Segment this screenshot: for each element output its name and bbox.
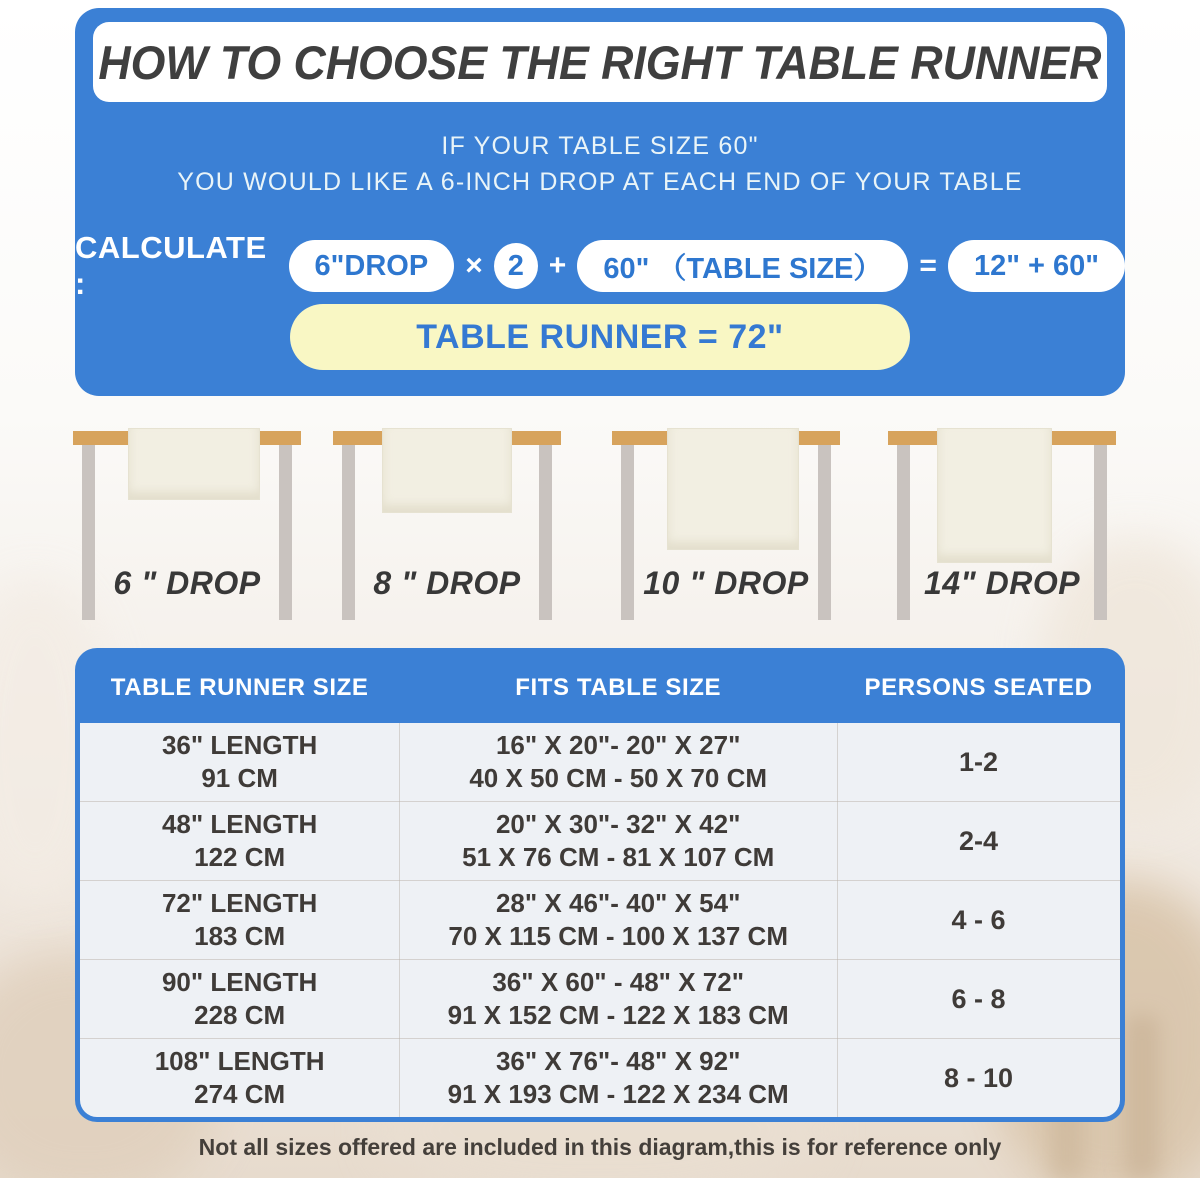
column-header-runner-size: TABLE RUNNER SIZE bbox=[110, 674, 369, 701]
persons-seated: 2-4 bbox=[959, 825, 999, 856]
footer-note: Not all sizes offered are included in this diagram,this is for reference only bbox=[198, 1134, 1002, 1160]
fits-size: 16" X 20"- 20" X 27" bbox=[495, 730, 741, 760]
drop-label: 14" DROP bbox=[923, 565, 1081, 601]
persons-seated: 4 - 6 bbox=[951, 904, 1006, 935]
table-figure-10-drop bbox=[612, 428, 840, 633]
runner-size-cm: 228 CM bbox=[194, 1000, 286, 1030]
runner-result-banner: TABLE RUNNER = 72" bbox=[290, 304, 910, 370]
fits-size-cm: 51 X 76 CM - 81 X 107 CM bbox=[462, 842, 775, 872]
table-figure-6-drop bbox=[73, 428, 301, 633]
runner-illustration bbox=[128, 428, 260, 500]
page-title: HOW TO CHOOSE THE RIGHT TABLE RUNNER bbox=[98, 35, 1102, 89]
table-row bbox=[80, 801, 1120, 880]
runner-size-cm: 183 CM bbox=[194, 921, 286, 951]
runner-size: 48" LENGTH bbox=[161, 809, 318, 839]
table-figure-8-drop bbox=[333, 428, 561, 633]
table-row bbox=[80, 959, 1120, 1038]
fits-size-cm: 70 X 115 CM - 100 X 137 CM bbox=[448, 921, 788, 951]
drop-pill: 6"DROP bbox=[289, 240, 455, 292]
runner-size: 90" LENGTH bbox=[161, 967, 318, 997]
title-banner bbox=[93, 22, 1107, 102]
calculate-label: CALCULATE : bbox=[75, 230, 267, 301]
table-figure-14-drop bbox=[888, 428, 1116, 633]
header-line2: YOU WOULD LIKE A 6-INCH DROP AT EACH END OF YOUR TABLE bbox=[177, 168, 1023, 196]
size-chart-body bbox=[80, 723, 1120, 1117]
fits-size: 36" X 60" - 48" X 72" bbox=[492, 967, 745, 997]
runner-size-cm: 91 CM bbox=[201, 763, 278, 793]
persons-seated: 6 - 8 bbox=[951, 983, 1006, 1014]
fits-size: 20" X 30"- 32" X 42" bbox=[495, 809, 741, 839]
fits-size: 28" X 46"- 40" X 54" bbox=[495, 888, 741, 918]
runner-size: 72" LENGTH bbox=[161, 888, 318, 918]
multiplier-badge: 2 bbox=[494, 243, 538, 289]
size-chart-header bbox=[80, 653, 1120, 723]
drop-label: 6 " DROP bbox=[113, 565, 261, 601]
runner-size-cm: 122 CM bbox=[194, 842, 286, 872]
fits-size-cm: 91 X 152 CM - 122 X 183 CM bbox=[447, 1000, 789, 1030]
calculation-row bbox=[75, 230, 1125, 301]
fits-size: 36" X 76"- 48" X 92" bbox=[495, 1046, 741, 1076]
runner-size-cm: 274 CM bbox=[194, 1079, 286, 1109]
persons-seated: 1-2 bbox=[959, 746, 999, 777]
table-row bbox=[80, 1038, 1120, 1117]
equals-sign: = bbox=[919, 249, 937, 282]
persons-seated: 8 - 10 bbox=[944, 1062, 1014, 1093]
header-panel bbox=[75, 8, 1125, 396]
runner-size: 108" LENGTH bbox=[154, 1046, 325, 1076]
header-line1: IF YOUR TABLE SIZE 60" bbox=[441, 132, 759, 160]
plus-sign: + bbox=[548, 249, 567, 282]
multiply-sign: × bbox=[465, 249, 483, 282]
table-row bbox=[80, 723, 1120, 801]
column-header-persons: PERSONS SEATED bbox=[864, 674, 1093, 701]
column-header-fits-table: FITS TABLE SIZE bbox=[515, 674, 722, 701]
runner-illustration bbox=[667, 428, 799, 550]
drop-label: 10 " DROP bbox=[643, 565, 809, 601]
runner-illustration bbox=[937, 428, 1052, 563]
table-size-pill: 60" （TABLE SIZE） bbox=[577, 240, 908, 292]
sum-pill: 12" + 60" bbox=[948, 240, 1125, 292]
fits-size-cm: 91 X 193 CM - 122 X 234 CM bbox=[447, 1079, 789, 1109]
size-chart-panel bbox=[75, 648, 1125, 1122]
drop-label: 8 " DROP bbox=[373, 565, 521, 601]
runner-illustration bbox=[382, 428, 512, 513]
runner-size: 36" LENGTH bbox=[161, 730, 318, 760]
fits-size-cm: 40 X 50 CM - 50 X 70 CM bbox=[469, 763, 768, 793]
table-row bbox=[80, 880, 1120, 959]
